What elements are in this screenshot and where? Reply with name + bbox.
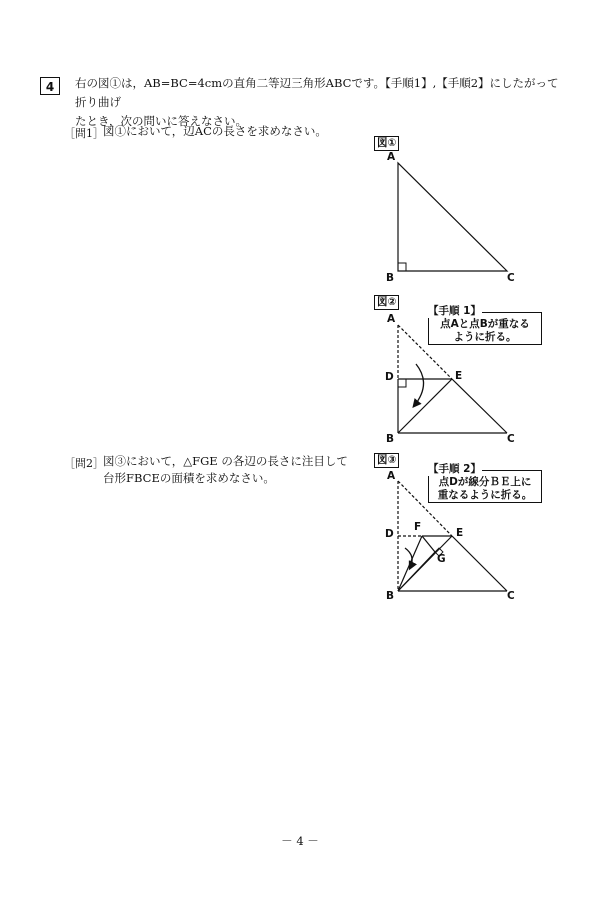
point-c-fig1: C <box>507 272 515 284</box>
point-b-fig1: B <box>386 272 395 284</box>
step-2-title: 【手順 2】 <box>428 463 481 475</box>
segment-fg <box>422 536 435 552</box>
point-g-fig3: G <box>437 553 446 565</box>
triangle-abc <box>398 163 507 271</box>
point-b-fig3: B <box>386 590 395 602</box>
point-d-fig3: D <box>385 528 394 540</box>
segment-ce-3 <box>452 536 507 591</box>
figure-3-label: 図③ <box>374 453 399 468</box>
segment-ce <box>452 379 507 433</box>
intro-line-1: 右の図①は，AB=BC=4cmの直角二等辺三角形ABCです。【手順1】,【手順2】にしたがって折り曲げ <box>75 76 559 109</box>
problem-1-line-1: 図①において，辺ACの長さを求めなさい。 <box>103 124 327 138</box>
fold-arrow-2 <box>405 548 412 568</box>
step-1-title: 【手順 1】 <box>428 305 481 317</box>
problem-2-label: ［問2］ <box>64 457 104 470</box>
step-2-box <box>428 463 542 503</box>
step-2-line-1: 点Dが線分ＢＥ上に <box>438 476 532 488</box>
point-c-fig2: C <box>507 433 515 445</box>
point-e-fig3: E <box>456 527 464 539</box>
point-c-fig3: C <box>507 590 515 602</box>
figure-2-label: 図② <box>374 295 399 310</box>
segment-bf <box>398 536 422 591</box>
intro-line-2: たとき，次の問いに答えなさい。 <box>75 114 248 128</box>
problem-1-label: ［問1］ <box>64 127 104 140</box>
page-number: － 4 － <box>281 834 319 848</box>
figure-1-triangle <box>398 163 507 271</box>
problem-2-line-2: 台形FBCEの面積を求めなさい。 <box>103 471 275 485</box>
point-f-fig3: F <box>414 521 422 533</box>
step-1-line-2: ように折る。 <box>453 331 517 343</box>
point-a-fig2: A <box>387 313 396 325</box>
problem-2-line-1: 図③において，△FGE の各辺の長さに注目して <box>103 454 348 468</box>
point-d-fig2: D <box>385 371 394 383</box>
question-number: 4 <box>40 77 60 95</box>
fold-arrow-1 <box>414 364 424 406</box>
step-1-line-1: 点Aと点Bが重なる <box>440 318 530 330</box>
point-a-fig1: A <box>387 151 396 163</box>
step-1-box <box>428 305 542 345</box>
figure-1-label: 図① <box>374 136 399 151</box>
point-e-fig2: E <box>455 370 463 382</box>
right-angle-mark-d <box>398 379 406 387</box>
right-angle-mark-b <box>398 263 406 271</box>
point-b-fig2: B <box>386 433 395 445</box>
point-a-fig3: A <box>387 470 396 482</box>
segment-bg <box>398 552 435 591</box>
step-2-line-2: 重なるように折る。 <box>437 489 533 501</box>
